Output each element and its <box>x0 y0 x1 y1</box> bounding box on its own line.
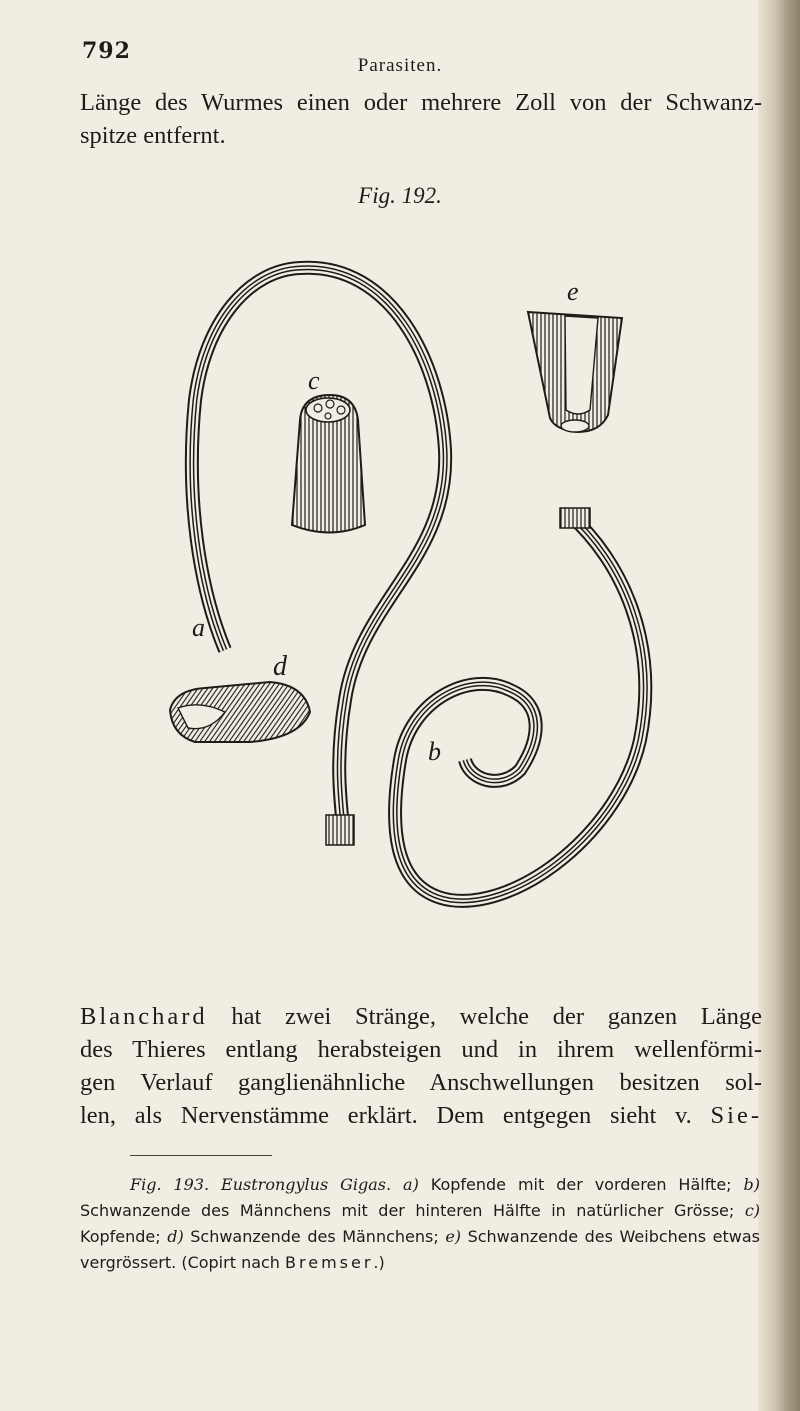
page-number: 792 <box>82 38 131 64</box>
running-head: Parasiten. <box>357 55 443 76</box>
caption-b-text: Schwanzende des Männchens mit der hinteren Hälfte in natürlicher Grösse; <box>80 1201 735 1220</box>
caption-e-text: Schwanzende des Weibchens etwas vergrössert. (Copirt nach <box>80 1227 761 1272</box>
caption-fig-ref: Fig. 193. <box>130 1175 210 1194</box>
caption-a-label: a) <box>403 1175 419 1194</box>
caption-c-text: Kopfende; <box>80 1227 161 1246</box>
worm-a-cut-end <box>326 815 354 845</box>
caption-a-text: Kopfende mit der vorderen Hälfte; <box>418 1175 732 1194</box>
caption-d-label: d) <box>167 1227 184 1246</box>
label-d: d <box>273 651 287 682</box>
paragraph-line-4 <box>80 1099 762 1132</box>
intro-line-1: Länge des Wurmes einen oder mehrere Zoll von der Schwanz- <box>80 89 762 116</box>
paragraph-line-4-spaced: Sie- <box>710 1102 762 1129</box>
tail-e-drawing <box>528 312 622 432</box>
caption-d-text: Schwanzende des Männchens; <box>183 1227 439 1246</box>
paragraph-line-1-rest: hat zwei Stränge, welche der ganzen Länge <box>207 1003 762 1030</box>
paragraph-line-1 <box>80 1000 762 1033</box>
worm-illustration <box>150 250 670 930</box>
label-c: c <box>308 366 320 395</box>
tail-d-drawing <box>170 682 310 742</box>
author-name-blanchard: Blanchard <box>80 1003 208 1030</box>
label-e: e <box>567 277 579 306</box>
main-paragraph <box>80 1000 762 1132</box>
intro-line-2: spitze entfernt. <box>80 122 226 149</box>
worm-b-body <box>395 515 645 901</box>
label-b: b <box>428 737 441 766</box>
caption-c-label: c) <box>744 1201 761 1220</box>
head-c-drawing <box>292 395 365 533</box>
label-a: a <box>192 613 205 642</box>
page-edge-shadow <box>758 0 800 1411</box>
worm-b-cut-end <box>560 508 590 528</box>
paragraph-line-4-start: len, als Nervenstämme erklärt. Dem entgegen sieht v. <box>80 1102 711 1129</box>
caption-closing: .) <box>373 1253 385 1272</box>
figure-caption <box>80 1172 760 1276</box>
caption-b-label: b) <box>743 1175 760 1194</box>
paragraph-line-2: des Thieres entlang herabsteigen und in ihrem wellenförmi- <box>80 1036 762 1063</box>
paragraph-line-3: gen Verlauf ganglienähnliche Anschwellungen besitzen sol- <box>80 1069 762 1096</box>
caption-author-bremser: Bremser <box>285 1253 374 1272</box>
caption-e-label: e) <box>445 1227 462 1246</box>
caption-species: Eustrongylus Gigas. <box>221 1175 392 1194</box>
intro-paragraph <box>80 86 762 152</box>
footnote-rule <box>130 1155 272 1156</box>
figure-title: Fig. 192. <box>358 183 442 208</box>
